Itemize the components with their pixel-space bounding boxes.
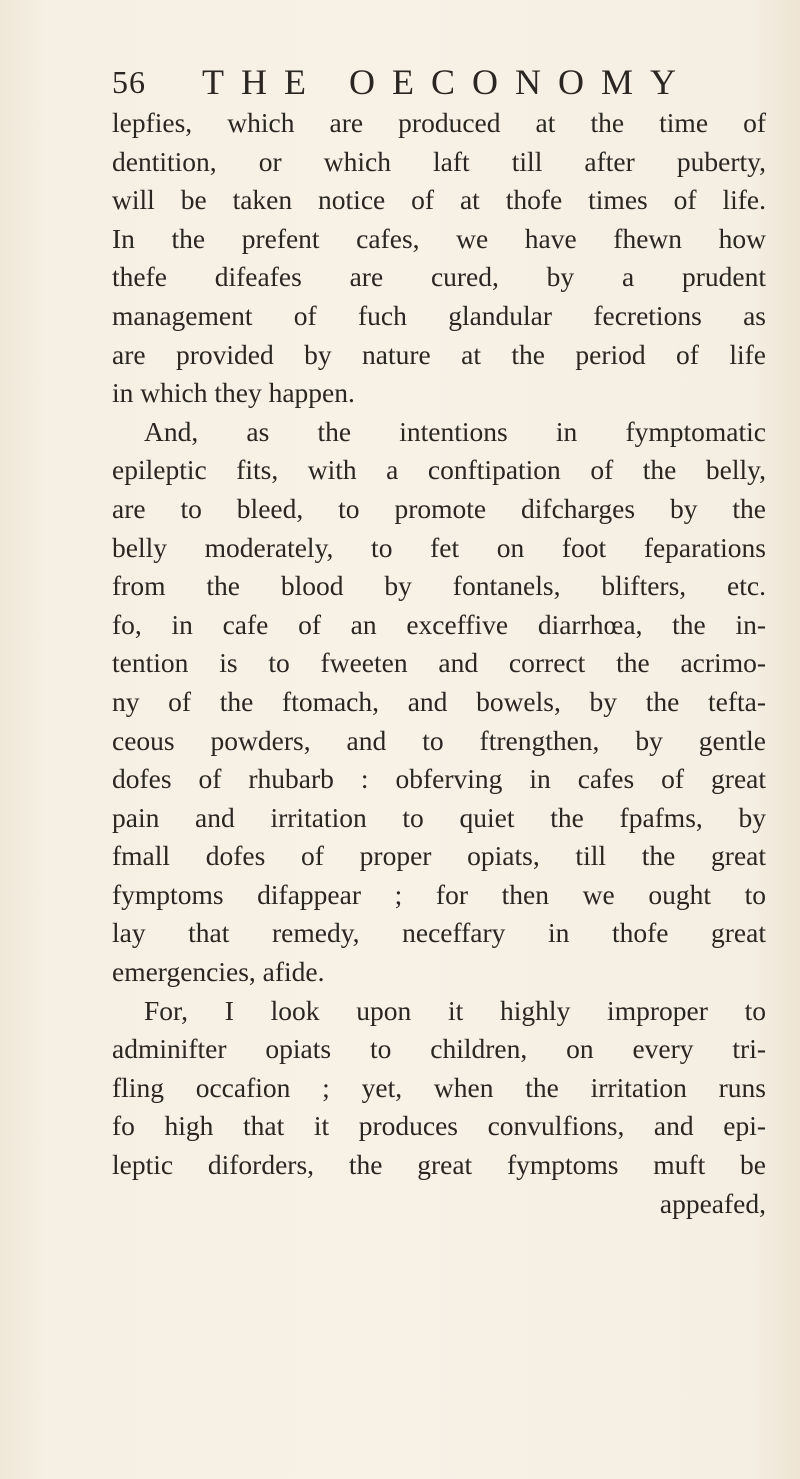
text-line: fling occafion ; yet, when the irritation runs <box>112 1071 766 1103</box>
text-line: ceous powders, and to ftrengthen, by gentle <box>112 724 766 756</box>
text-line: management of fuch glandular fecretions as <box>112 299 766 331</box>
text-line: tention is to fweeten and correct the acrimo- <box>112 647 766 679</box>
text-line: will be taken notice of at thofe times of life. <box>112 184 766 216</box>
text-line: dofes of rhubarb : obferving in cafes of great <box>112 763 766 795</box>
text-line: in which they happen. <box>112 377 355 409</box>
text-line: are provided by nature at the period of life <box>112 338 766 370</box>
running-head: THE OECONOMY <box>202 62 693 102</box>
text-line: lay that remedy, neceffary in thofe great <box>112 917 766 949</box>
text-line: adminifter opiats to children, on every tri- <box>112 1033 766 1065</box>
text-line: emergencies, afide. <box>112 956 325 988</box>
text-line: fo, in cafe of an exceffive diarrhœa, the in- <box>112 608 766 640</box>
paragraph-start-line: And, as the intentions in fymptomatic <box>144 415 766 447</box>
text-line: lepfies, which are produced at the time of <box>112 107 766 138</box>
text-line: fmall dofes of proper opiats, till the great <box>112 840 766 872</box>
text-line: pain and irritation to quiet the fpafms, by <box>112 801 766 833</box>
text-line: In the prefent cafes, we have fhewn how <box>112 222 766 254</box>
text-line: epileptic fits, with a conftipation of the belly, <box>112 454 766 486</box>
catchword: appeafed, <box>659 1187 766 1219</box>
text-line: are to bleed, to promote difcharges by the <box>112 492 766 524</box>
text-line: fo high that it produces convulfions, and epi- <box>112 1110 766 1142</box>
text-line: fymptoms difappear ; for then we ought to <box>112 878 766 910</box>
body-text <box>112 104 766 1223</box>
paragraph-start-line: For, I look upon it highly improper to <box>144 994 766 1026</box>
text-line: ny of the ftomach, and bowels, by the tefta- <box>112 685 766 717</box>
text-line: leptic diforders, the great fymptoms muft be <box>112 1149 766 1181</box>
text-line: thefe difeafes are cured, by a prudent <box>112 261 766 293</box>
text-line: belly moderately, to fet on foot feparations <box>112 531 766 563</box>
page-header <box>112 58 752 106</box>
page-number: 56 <box>112 64 146 100</box>
text-line: from the blood by fontanels, blifters, etc. <box>112 570 766 602</box>
text-line: dentition, or which laft till after puberty, <box>112 145 766 177</box>
